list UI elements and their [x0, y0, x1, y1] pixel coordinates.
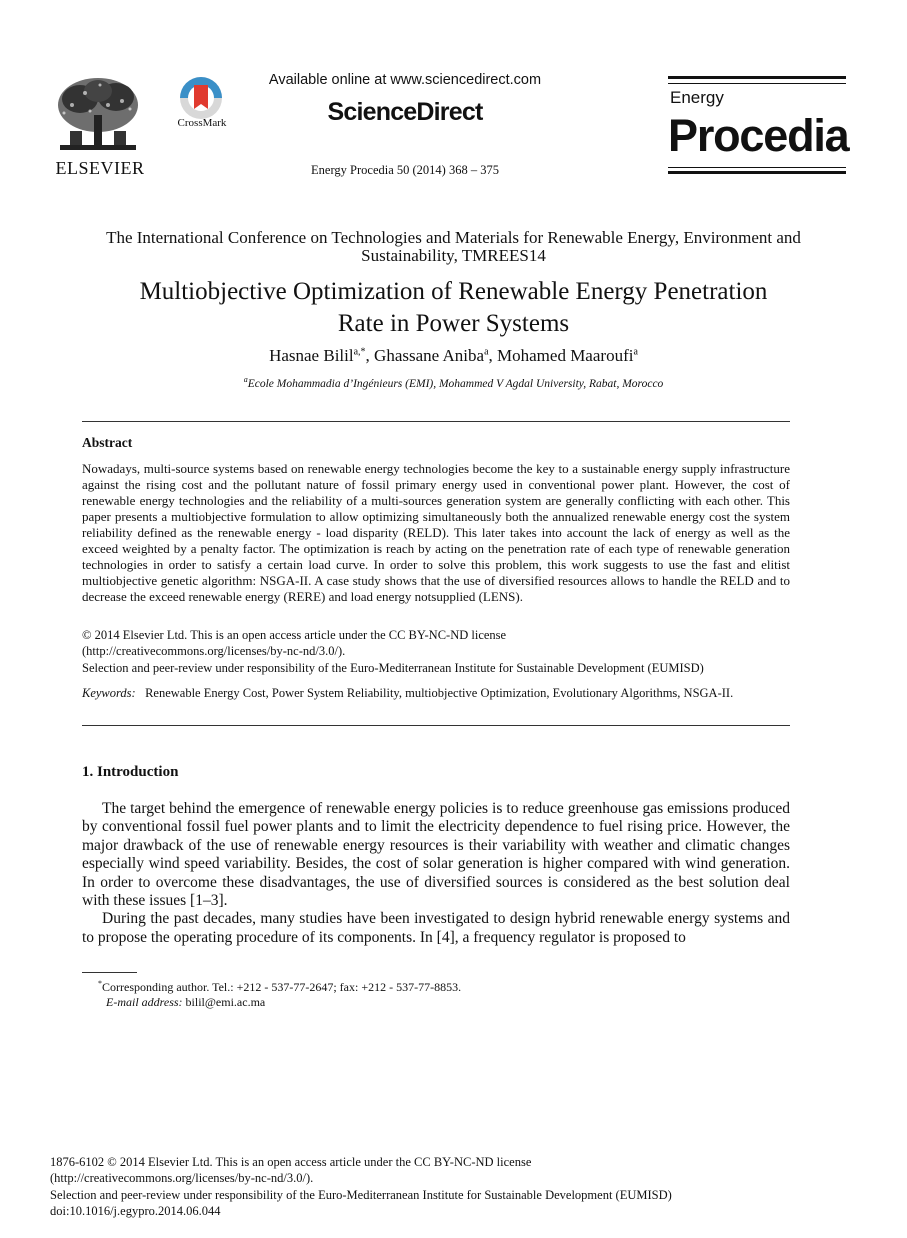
title-line-1: Multiobjective Optimization of Renewable Energy Penetration [139, 278, 768, 305]
author-sup: a [484, 346, 489, 358]
author-sup: a [633, 346, 638, 358]
logo-rule-top [668, 76, 846, 79]
email-address[interactable]: bilil@emi.ac.ma [185, 995, 266, 1009]
keywords [82, 685, 790, 701]
abstract-heading: Abstract [82, 435, 133, 450]
footnote-corresponding [98, 979, 461, 995]
affiliation-sup: a [243, 375, 248, 384]
license-link[interactable]: http://creativecommons.org/licenses/by-nc-nd/3.0/ [86, 644, 338, 658]
paragraph: The target behind the emergence of renewable energy policies is to reduce greenhouse gas emissions produced by conventional fossil fuel power plants and to limit the electricity dependence to fuel rising price. However, the major drawback of the use of renewable energy resources is their variability with weather and climatic changes especially wind speed variability. Besides, the cost of solar generation is higher compared with wind generation. In order to overcome these disadvantages, the use of diversified sources is considered as the best solution deal with these issues [1–3]. [82, 800, 790, 910]
section-heading: 1. Introduction [82, 764, 179, 780]
peer-review-line: Selection and peer-review under responsibility of the Euro-Mediterranean Institute for Sustainable Development (EUMISD) [50, 1187, 672, 1202]
author-name: Hasnae Bilil [269, 346, 354, 365]
crossmark-icon[interactable] [178, 75, 224, 121]
logo-procedia-word: Procedia [668, 110, 849, 161]
keywords-text: Renewable Energy Cost, Power System Reliability, multiobjective Optimization, Evolutionary Algorithms, NSGA-II. [145, 686, 734, 700]
author-list: Hasnae Bilil$^{a,*}$, Ghassane Aniba$^a$, Mohamed Maaroufi$^a$ [269, 346, 638, 365]
author-name: Ghassane Aniba [374, 346, 485, 365]
logo-rule-bottom [668, 171, 846, 174]
license-text: © 2014 Elsevier Ltd. This is an open access article under the CC BY-NC-ND license [82, 628, 507, 642]
abstract-text: Nowadays, multi-source systems based on renewable energy technologies become the key to a sustainable energy supply infrastructure against the rising cost and the pollutant nature of fossil primary energy used in conventional power plant. However, the cost of renewable energy technologies and the reliability of a multi-sources generation system are generally conflicting with each other. This paper presents a multiobjective formulation to allow optimizing simultaneously both the annualized renewable energy cost the system reliability defined as the renewable energy - load disparity (RELD). This later takes into account the lack of energy as well as the exceed weighted by a penalty factor. The optimization is reach by acting on the penetration rate of each type of renewable generation technologies in order to satisfy a certain load curve. In order to solve this problem, this work suggests to use the fast and elitist multiobjective genetic algorithm: NSGA-II. A case study shows that the use of diversified resources allows to handle the RELD and to decrease the exceed renewable energy (RERE) and load energy notsupplied (LENS). [82, 461, 790, 604]
copyright-block [50, 1154, 830, 1219]
doi-line[interactable]: doi:10.1016/j.egypro.2014.06.044 [50, 1203, 221, 1218]
author-sup: a,* [353, 346, 366, 358]
divider [82, 725, 790, 726]
journal-reference: Energy Procedia 50 (2014) 368 – 375 [311, 163, 499, 177]
license-link-line: (http://creativecommons.org/licenses/by-nc-nd/3.0/). [82, 644, 346, 658]
keywords-label: Keywords: [82, 686, 136, 700]
publisher-name: ELSEVIER [55, 158, 145, 178]
author-name: Mohamed Maaroufi [497, 346, 634, 365]
elsevier-tree-logo [50, 75, 146, 157]
footnote-marker: * [98, 979, 102, 988]
license-link-line: (http://creativecommons.org/licenses/by-nc-nd/3.0/). [50, 1171, 314, 1186]
introduction-body [82, 800, 790, 947]
footnote-text: Corresponding author. Tel.: +212 - 537-77-2647; fax: +212 - 537-77-8853. [102, 980, 462, 994]
paragraph: During the past decades, many studies have been investigated to design hybrid renewable energy systems and to propose the operating procedure of its components. In [4], a frequency regulator is proposed to [82, 910, 790, 946]
affiliation [60, 375, 847, 390]
energy-procedia-logo [668, 76, 849, 174]
license-link[interactable]: http://creativecommons.org/licenses/by-nc-nd/3.0/ [54, 1171, 306, 1186]
paper-title [60, 276, 847, 340]
logo-energy-word: Energy [670, 88, 724, 107]
title-line-2: Rate in Power Systems [337, 310, 570, 337]
logo-rule-top-thin [668, 83, 846, 84]
peer-review-text: Selection and peer-review under responsibility of the Euro-Mediterranean Institute for Sustainable Development (EUMISD) [82, 661, 704, 675]
crossmark-label: CrossMark [177, 117, 227, 129]
conference-name: The International Conference on Technologies and Materials for Renewable Energy, Environment and Sustainability, TMREES14 [106, 228, 801, 265]
footnote-email [106, 995, 265, 1010]
divider [82, 421, 790, 422]
email-label: E-mail address: [106, 995, 183, 1009]
footnote-rule [82, 972, 137, 973]
issn-line: 1876-6102 © 2014 Elsevier Ltd. This is an open access article under the CC BY-NC-ND license [50, 1155, 532, 1169]
logo-rule-bottom-thin [668, 167, 846, 168]
sciencedirect-brand[interactable]: ScienceDirect [327, 98, 483, 126]
affiliation-text: Ecole Mohammadia d’Ingénieurs (EMI), Mohammed V Agdal University, Rabat, Morocco [247, 377, 664, 390]
available-online-text: Available online at www.sciencedirect.com [268, 72, 542, 88]
